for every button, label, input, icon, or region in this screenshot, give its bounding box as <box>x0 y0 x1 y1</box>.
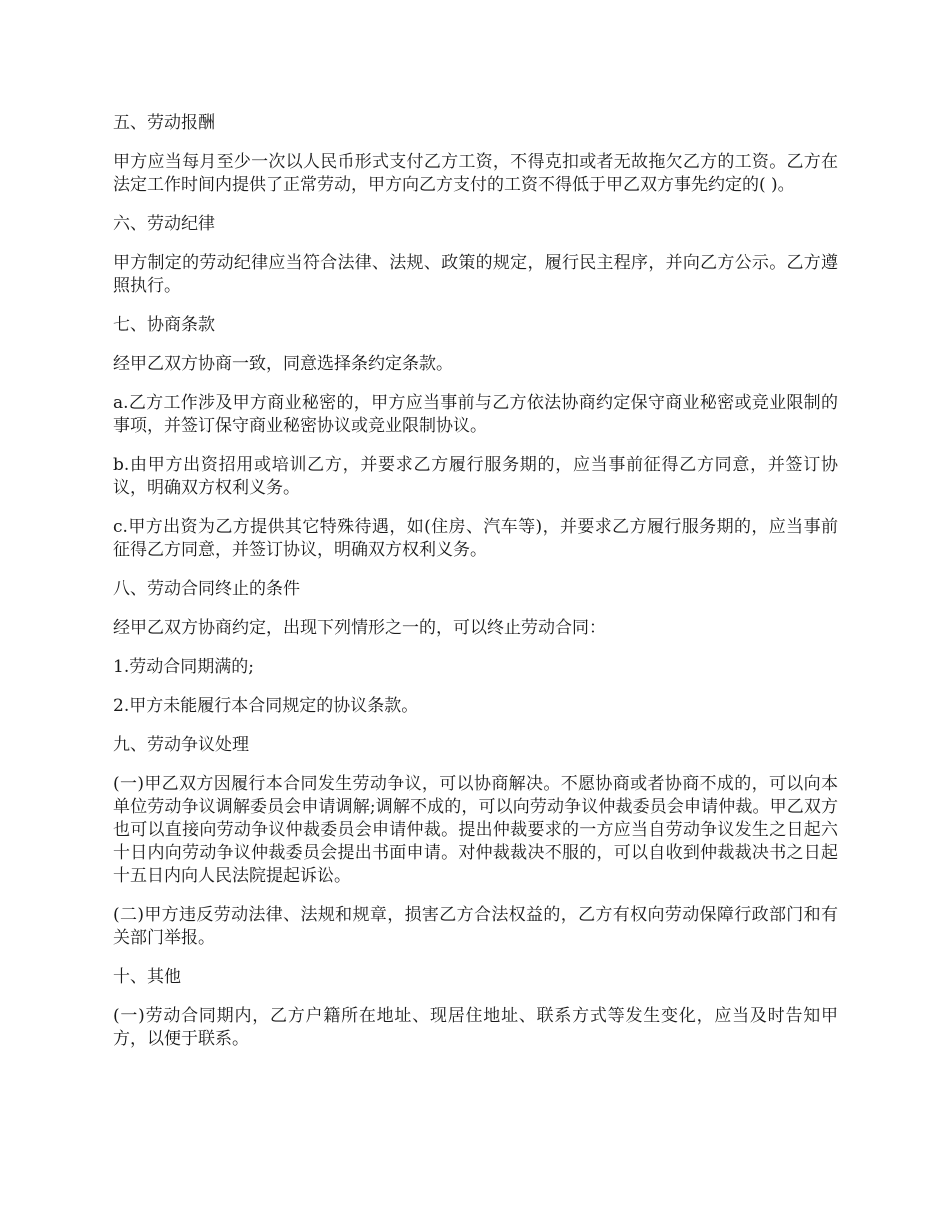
section-heading: 六、劳动纪律 <box>113 214 215 234</box>
section-heading: 五、劳动报酬 <box>113 113 215 133</box>
paragraph: b.由甲方出资招用或培训乙方，并要求乙方履行服务期的，应当事前征得乙方同意，并签订协议，明确双方权利义务。 <box>113 455 838 498</box>
paragraph: 经甲乙双方协商一致，同意选择条约定条款。 <box>113 354 453 374</box>
document-body <box>113 112 838 1067</box>
paragraph: 甲方应当每月至少一次以人民币形式支付乙方工资，不得克扣或者无故拖欠乙方的工资。乙方在法定工作时间内提供了正常劳动，甲方向乙方支付的工资不得低于甲乙双方事先约定的( )。 <box>113 152 838 195</box>
paragraph: a.乙方工作涉及甲方商业秘密的，甲方应当事前与乙方依法协商约定保守商业秘密或竞业限制的事项，并签订保守商业秘密协议或竞业限制协议。 <box>113 393 838 436</box>
paragraph: 甲方制定的劳动纪律应当符合法律、法规、政策的规定，履行民主程序，并向乙方公示。乙方遵照执行。 <box>113 253 838 296</box>
paragraph: (一)甲乙双方因履行本合同发生劳动争议，可以协商解决。不愿协商或者协商不成的，可以向本单位劳动争议调解委员会申请调解;调解不成的，可以向劳动争议仲裁委员会申请仲裁。甲乙双方也可以直接向劳动争议仲裁委员会申请仲裁。提出仲裁要求的一方应当自劳动争议发生之日起六十日内向劳动争议仲裁委员会提出书面申请。对仲裁裁决不服的，可以自收到仲裁裁决书之日起十五日内向人民法院提起诉讼。 <box>113 774 838 886</box>
paragraph: (二)甲方违反劳动法律、法规和规章，损害乙方合法权益的，乙方有权向劳动保障行政部门和有关部门举报。 <box>113 905 838 948</box>
paragraph: 经甲乙双方协商约定，出现下列情形之一的，可以终止劳动合同： <box>113 618 606 638</box>
paragraph: (一)劳动合同期内，乙方户籍所在地址、现居住地址、联系方式等发生变化，应当及时告知甲方，以便于联系。 <box>113 1006 838 1049</box>
section-heading: 八、劳动合同终止的条件 <box>113 579 300 599</box>
paragraph: 1.劳动合同期满的; <box>113 657 254 677</box>
section-heading: 七、协商条款 <box>113 315 215 335</box>
section-heading: 十、其他 <box>113 967 181 987</box>
paragraph: c.甲方出资为乙方提供其它特殊待遇，如(住房、汽车等)，并要求乙方履行服务期的，应当事前征得乙方同意，并签订协议，明确双方权利义务。 <box>113 517 838 560</box>
section-heading: 九、劳动争议处理 <box>113 735 249 755</box>
paragraph: 2.甲方未能履行本合同规定的协议条款。 <box>113 696 419 716</box>
